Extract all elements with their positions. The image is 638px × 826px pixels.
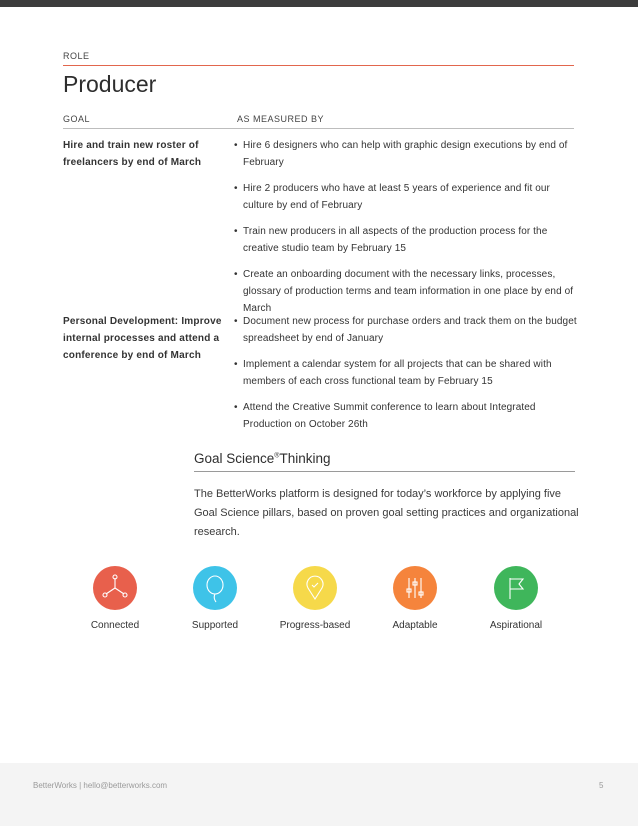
goal-text: Hire and train new roster of freelancers by end of March	[63, 140, 202, 168]
measure-item: • Train new producers in all aspects of the production process for the creative studio team by February 15	[234, 226, 548, 254]
pillar-label-progress-based: Progress-based	[279, 620, 351, 631]
measure-item: • Create an onboarding document with the necessary links, processes, glossary of production terms and team information in one place by end of March	[234, 269, 574, 314]
goal-science-body: The BetterWorks platform is designed for today’s workforce by applying five Goal Science pillars, based on proven goal setting practices and organizational research.	[194, 488, 579, 538]
goal-science-divider	[194, 471, 575, 472]
measure-list	[234, 313, 579, 442]
pillar-label-aspirational: Aspirational	[489, 620, 543, 631]
measure-list	[234, 137, 579, 326]
role-divider	[63, 65, 574, 66]
role-label: ROLE	[63, 51, 90, 61]
pillar-label-supported: Supported	[191, 620, 239, 631]
goal-column-header: GOAL	[63, 114, 91, 124]
measure-item: • Implement a calendar system for all projects that can be shared with members of each cross functional team by February 15	[234, 359, 552, 387]
goal-text: Personal Development: Improve internal processes and attend a conference by end of March	[63, 316, 222, 361]
footer	[0, 763, 638, 826]
measure-item: • Hire 2 producers who have at least 5 years of experience and fit our culture by end of February	[234, 183, 550, 211]
pillar-label-connected: Connected	[90, 620, 140, 631]
pillar-label-adaptable: Adaptable	[392, 620, 438, 631]
header-divider	[63, 128, 574, 129]
measure-column-header: AS MEASURED BY	[237, 114, 325, 124]
network-icon	[93, 566, 137, 610]
footer-contact: BetterWorks | hello@betterworks.com	[33, 781, 168, 790]
page-number: 5	[599, 781, 604, 790]
sliders-icon	[393, 566, 437, 610]
goal-science-title: Goal Science®Thinking	[194, 451, 331, 466]
measure-item: • Attend the Creative Summit conference to learn about Integrated Production on October 26th	[234, 402, 536, 430]
measure-item: • Hire 6 designers who can help with graphic design executions by end of February	[234, 140, 568, 168]
top-bar	[0, 0, 638, 7]
measure-item: • Document new process for purchase orders and track them on the budget spreadsheet by end of January	[234, 316, 577, 344]
flag-icon	[494, 566, 538, 610]
role-title: Producer	[63, 71, 157, 97]
balloon-icon	[193, 566, 237, 610]
location-pin-icon	[293, 566, 337, 610]
